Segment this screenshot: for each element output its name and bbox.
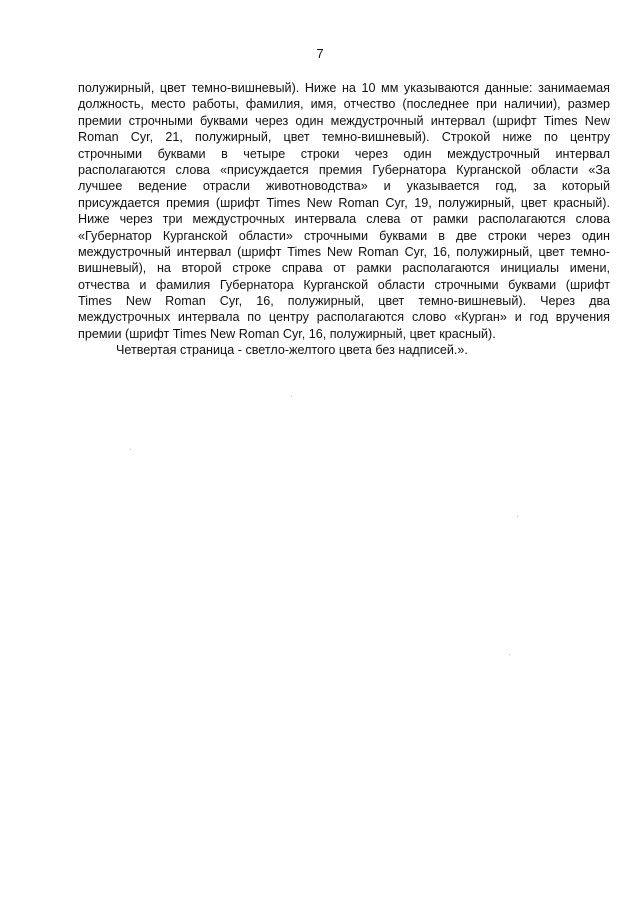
scan-speck — [517, 516, 518, 517]
text-line: присуждается премия (шрифт Times New Roman Cyr, 19, полужирный, цвет красный). — [78, 195, 610, 210]
text-line: междустрочных интервала по центру располагаются слово «Курган» и год вручения — [78, 310, 610, 325]
text-line: лучшее ведение отрасли животноводства» и указывается год, за который — [78, 179, 610, 194]
text-line: премии (шрифт Times New Roman Cyr, 16, полужирный, цвет красный). — [78, 326, 496, 341]
text-line: строчными буквами в четыре строки через один междустрочный интервал — [78, 146, 610, 161]
text-line: премии строчными буквами через один междустрочный интервал (шрифт Times New — [78, 113, 610, 128]
text-line: «Губернатор Курганской области» строчными буквами в две строки через один — [78, 228, 610, 243]
text-line: отчества и фамилия Губернатора Курганской области строчными буквами (шрифт — [78, 277, 610, 292]
text-line: должность, место работы, фамилия, имя, отчество (последнее при наличии), размер — [78, 97, 610, 112]
scan-speck — [130, 449, 131, 450]
text-line: располагаются слова «присуждается премия Губернатора Курганской области «За — [78, 162, 610, 177]
text-line: Ниже через три междустрочных интервала слева от рамки располагаются слова — [78, 212, 610, 227]
body-text — [78, 80, 610, 359]
scan-speck — [509, 654, 510, 655]
text-line: Roman Cyr, 21, полужирный, цвет темно-вишневый). Строкой ниже по центру — [78, 130, 610, 145]
text-line: вишневый), на второй строке справа от рамки располагаются инициалы имени, — [78, 261, 610, 276]
scan-speck — [291, 396, 292, 397]
text-line: полужирный, цвет темно-вишневый). Ниже на 10 мм указываются данные: занимаемая — [78, 81, 610, 95]
last-paragraph: Четвертая страница - светло-желтого цвета без надписей.». — [116, 343, 468, 358]
text-line: междустрочный интервал (шрифт Times New Roman Cyr, 16, полужирный, цвет темно- — [78, 244, 610, 259]
page-number: 7 — [316, 46, 324, 61]
text-line: Times New Roman Cyr, 16, полужирный, цвет темно-вишневый). Через два — [78, 294, 610, 309]
